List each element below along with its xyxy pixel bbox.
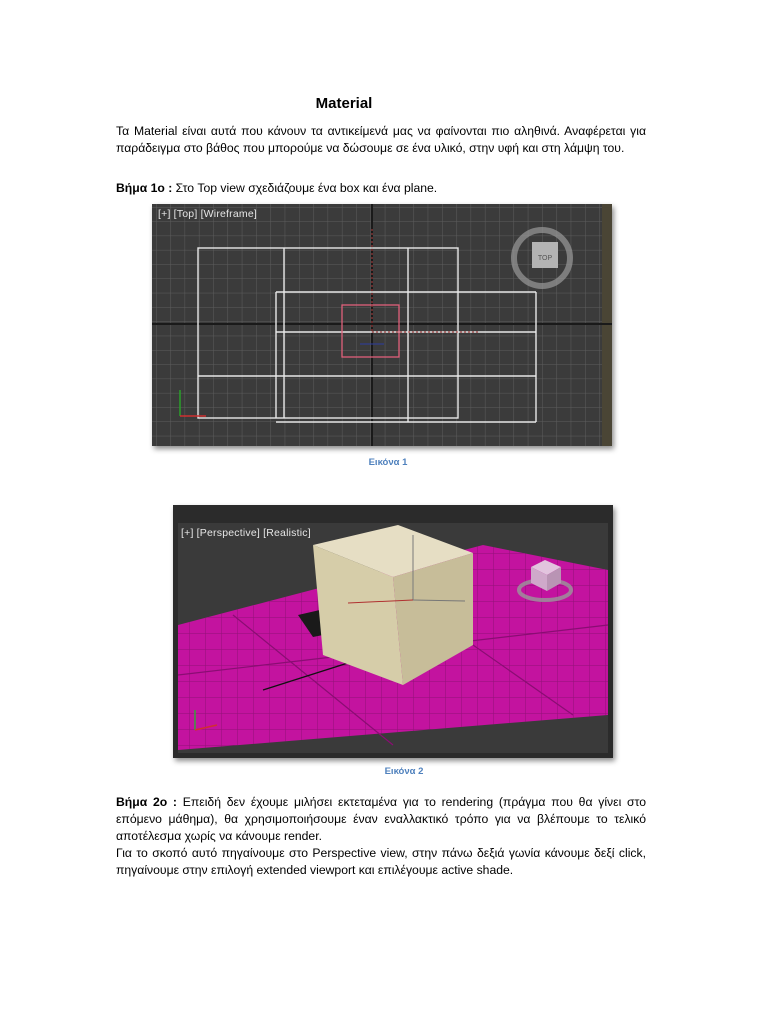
step1-paragraph xyxy=(116,180,646,197)
step2-label: Βήμα 2ο : xyxy=(116,795,177,809)
figure2-perspective-viewport xyxy=(173,505,613,758)
figure1-top-viewport xyxy=(152,204,612,446)
step2-paragraph xyxy=(116,794,646,845)
step2-text: Επειδή δεν έχουμε μιλήσει εκτεταμένα για το rendering (πράγμα που θα γίνει στο επόμενο μάθημα), θα χρησιμοποιήσουμε έναν εναλλακτικό τρόπο για να βλέπουμε το τελικό αποτέλεσμα χωρίς να κάνουμε render. xyxy=(116,795,646,843)
step3-paragraph: Για το σκοπό αυτό πηγαίνουμε στο Perspective view, στην πάνω δεξιά γωνία κάνουμε δεξί click, πηγαίνουμε στην επιλογή extended viewport και επιλέγουμε active shade. xyxy=(116,846,646,877)
step1-text: Στο Top view σχεδιάζουμε ένα box και ένα plane. xyxy=(172,181,438,195)
viewcube-label: TOP xyxy=(537,255,553,262)
page-title: Material xyxy=(315,95,373,112)
perspective-viewport-canvas xyxy=(173,505,613,758)
figure2-caption: Εικόνα 2 xyxy=(384,766,424,777)
intro-paragraph: Τα Material είναι αυτά που κάνουν τα αντικείμενά μας να φαίνονται πιο αληθινά. Αναφέρεται για παράδειγμα στο βάθος που μπορούμε να δώσουμε σε ένα υλικό, στην υφή και στη λάμψη του. xyxy=(116,124,646,155)
figure1-caption: Εικόνα 1 xyxy=(368,457,408,468)
top-viewport-label[interactable]: [+] [Top] [Wireframe] xyxy=(158,208,258,220)
perspective-viewport-label[interactable]: [+] [Perspective] [Realistic] xyxy=(181,527,311,539)
step1-label: Βήμα 1ο : xyxy=(116,181,173,195)
top-viewport-canvas xyxy=(152,204,612,446)
